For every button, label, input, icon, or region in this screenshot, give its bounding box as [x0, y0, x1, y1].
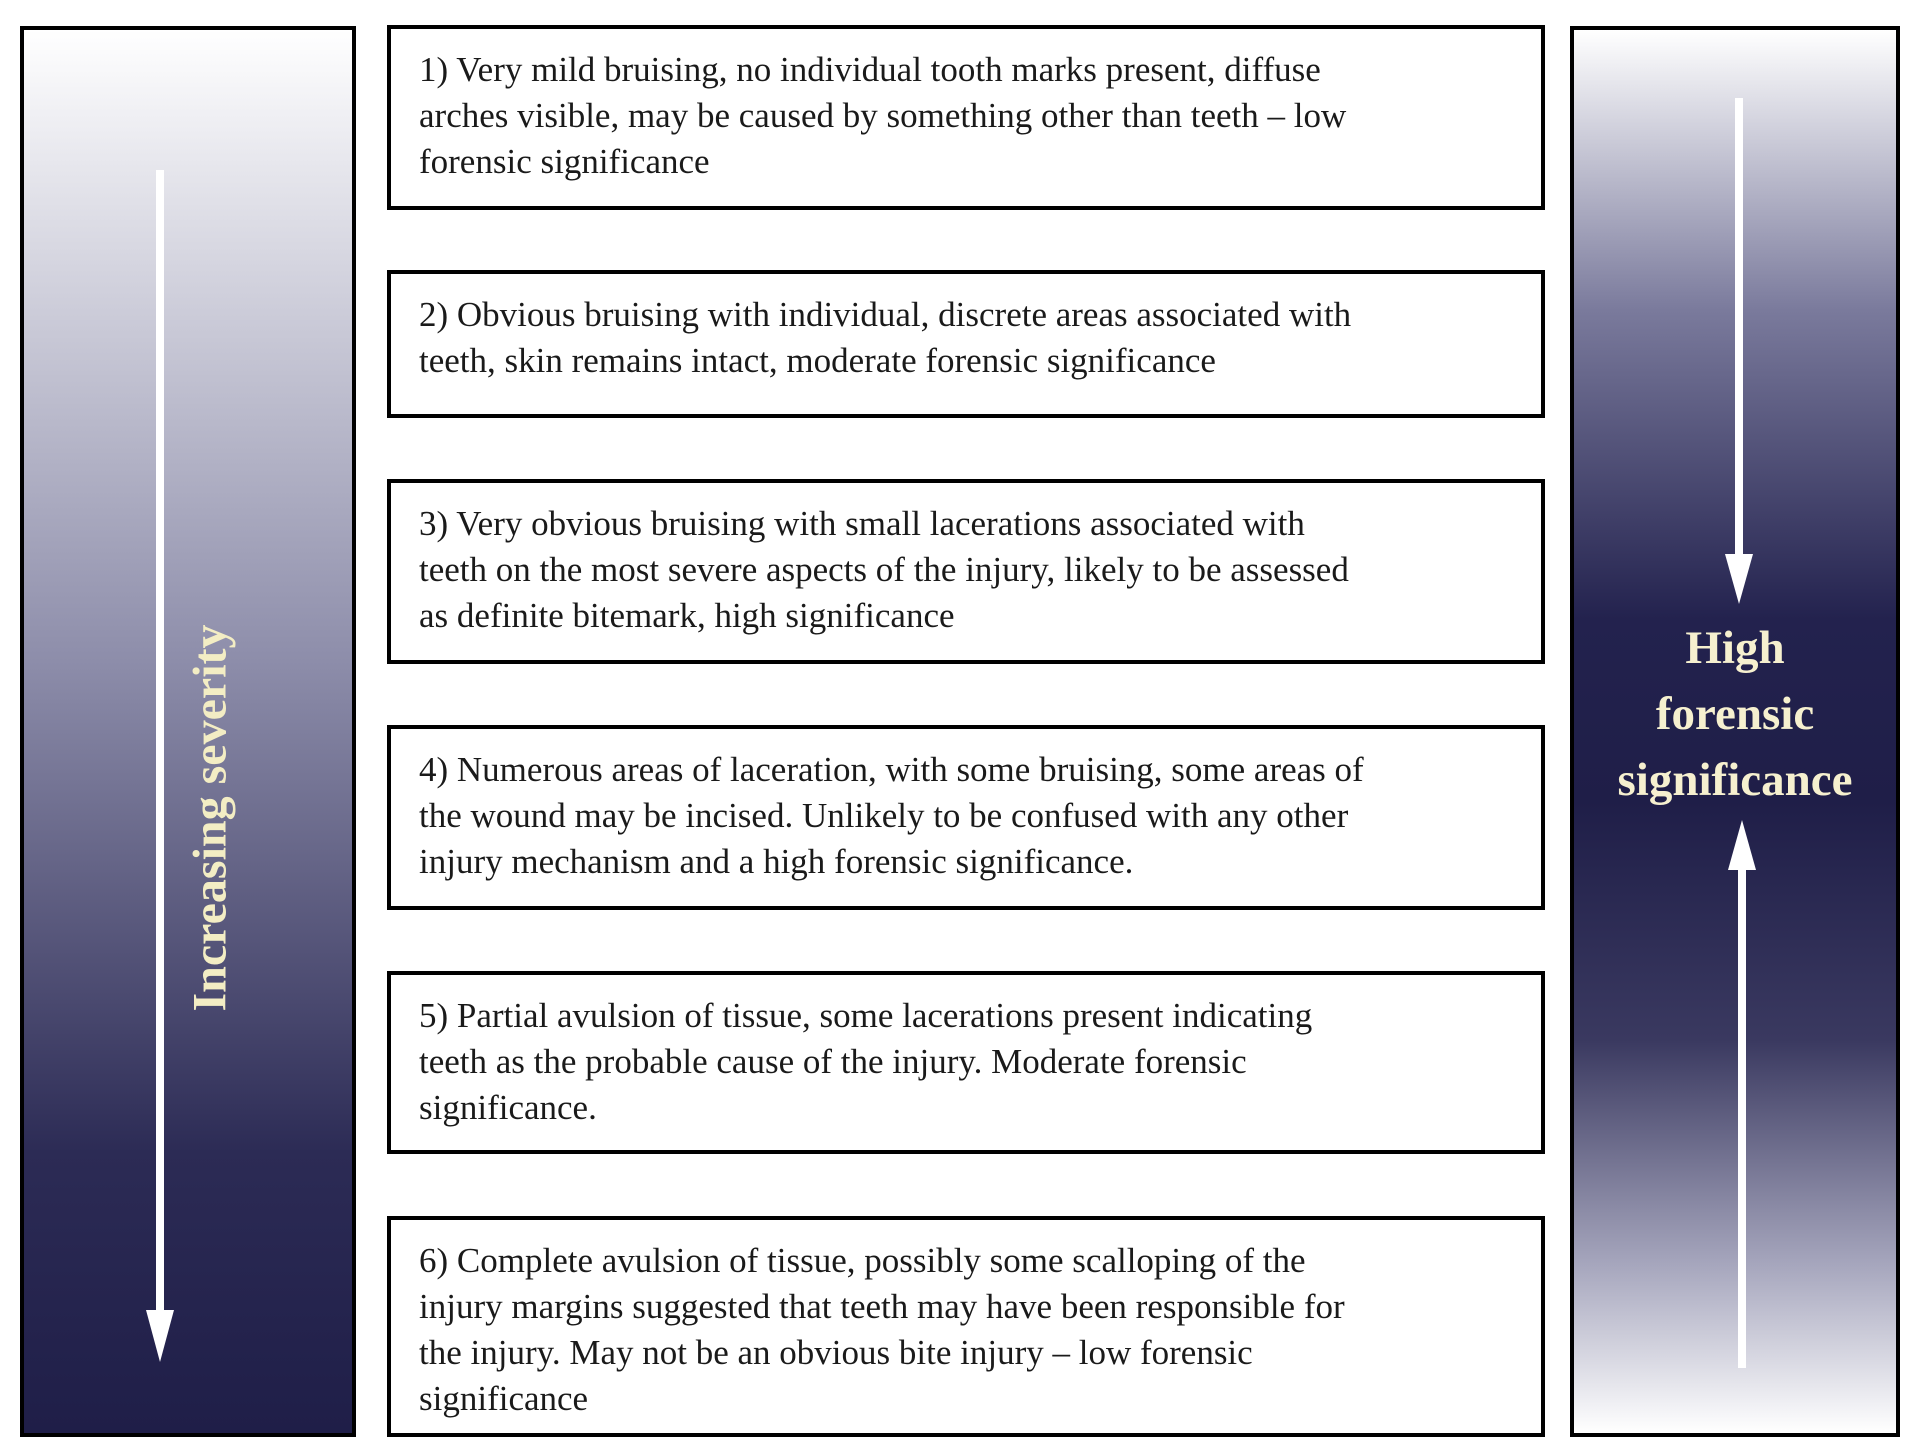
- step-box-3: 3) Very obvious bruising with small lacerations associated with teeth on the most severe aspects of the injury, likely to be assessed as definite bitemark, high significance: [387, 479, 1545, 664]
- arrow-up-icon: [1722, 820, 1762, 1368]
- arrow-down-icon: [1719, 98, 1759, 610]
- step-box-4: 4) Numerous areas of laceration, with some bruising, some areas of the wound may be incised. Unlikely to be confused with any other injury mechanism and a high forensic significance.: [387, 725, 1545, 910]
- arrow-down-icon: [140, 170, 180, 1370]
- step-box-2: 2) Obvious bruising with individual, discrete areas associated with teeth, skin remains intact, moderate forensic significance: [387, 270, 1545, 418]
- step-box-6: 6) Complete avulsion of tissue, possibly some scalloping of the injury margins suggested that teeth may have been responsible for the injury. May not be an obvious bite injury – low forensic significance: [387, 1216, 1545, 1437]
- severity-label: Increasing severity: [183, 624, 237, 1012]
- significance-label: [1570, 615, 1900, 813]
- significance-label-line: forensic: [1655, 688, 1815, 740]
- significance-label-line: High: [1685, 622, 1785, 674]
- step-box-5: 5) Partial avulsion of tissue, some lacerations present indicating teeth as the probable cause of the injury. Moderate forensic significance.: [387, 971, 1545, 1154]
- significance-label-line: significance: [1617, 754, 1853, 806]
- step-box-1: 1) Very mild bruising, no individual tooth marks present, diffuse arches visible, may be caused by something other than teeth – low forensic significance: [387, 25, 1545, 210]
